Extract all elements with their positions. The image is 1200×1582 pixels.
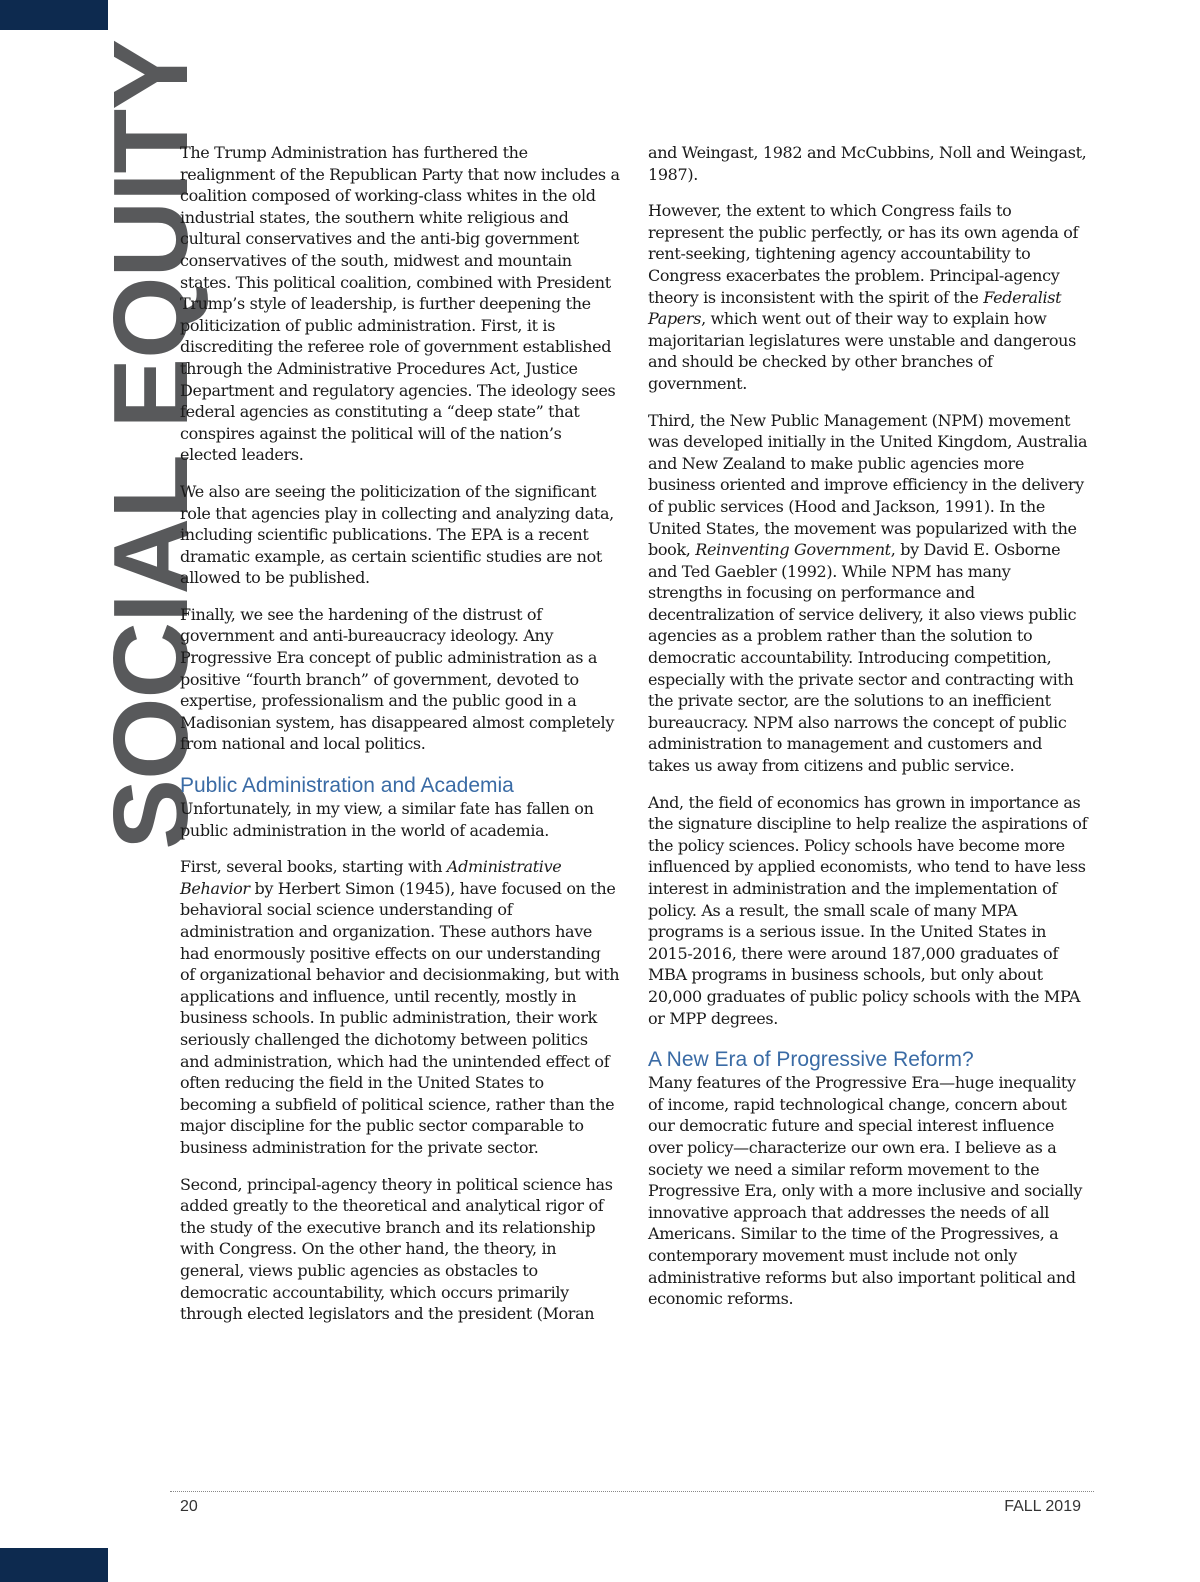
left-column xyxy=(180,142,620,1340)
section-label-container xyxy=(0,30,210,850)
section-label: SOCIAL EQUITY xyxy=(92,40,210,850)
footer-divider xyxy=(170,1491,1094,1492)
book-title: Reinventing Government xyxy=(695,540,891,560)
paragraph: Finally, we see the hardening of the distrust of government and anti-bureaucracy ideology. Any Progressive Era concept of public administration as a positive “fourth branch” of government, devoted to expertise, professionalism and the public good in a Madisonian system, has disappeared almost completely from national and local politics. xyxy=(180,604,615,754)
page-number: 20 xyxy=(180,1498,198,1515)
issue-label: FALL 2019 xyxy=(1004,1498,1081,1515)
paragraph xyxy=(648,200,1088,394)
paragraph-text: First, several books, starting with xyxy=(180,857,447,877)
paragraph: and Weingast, 1982 and McCubbins, Noll and Weingast, 1987). xyxy=(648,143,1087,184)
paragraph: Many features of the Progressive Era—huge inequality of income, rapid technological change, concern about our democratic future and special interest influence over policy—characterize our own era. I believe as a society we need a similar reform movement to the Progressive Era, only with a more inclusive and socially innovative approach that addresses the needs of all Americans. Similar to the time of the Progressives, a contemporary movement must include not only administrative reforms but also important political and economic reforms. xyxy=(648,1073,1083,1309)
paragraph xyxy=(648,410,1088,777)
paragraph-text: , which went out of their way to explain how majoritarian legislatures were unstable and dangerous and should be checked by other branches of government. xyxy=(648,309,1076,393)
section-heading: Public Administration and Academia xyxy=(180,774,514,798)
section-heading: A New Era of Progressive Reform? xyxy=(648,1048,974,1072)
paragraph-text: by Herbert Simon (1945), have focused on the behavioral social science understanding of administration and organization. These authors have had enormously positive effects on our understanding of organizational behavior and decisionmaking, but with applications and influence, until recently, mostly in business schools. In public administration, their work seriously challenged the dichotomy between politics and administration, which had the unintended effect of often reducing the field in the United States to becoming a subfield of political science, rather than the major discipline for the public sector comparable to business administration for the private sector. xyxy=(180,878,620,1157)
book-title: Administrative Behavior xyxy=(180,857,562,898)
paragraph-text: , by David E. Osborne and Ted Gaebler (1992). While NPM has many strengths in focusing on performance and decentralization of service delivery, it also views public agencies as a problem rather than the solution to democratic accountability. Introducing competition, especially with the private sector and contracting with the private sector, are the solutions to an inefficient bureaucracy. NPM also narrows the concept of public administration to management and customers and takes us away from citizens and public service. xyxy=(648,540,1077,776)
book-title: Federalist Papers xyxy=(648,287,1062,329)
paragraph: Unfortunately, in my view, a similar fate has fallen on public administration in the world of academia. xyxy=(180,799,594,840)
paragraph xyxy=(180,856,620,1158)
right-column xyxy=(648,142,1088,1325)
paragraph-text: Third, the New Public Management (NPM) movement was developed initially in the United Kingdom, Australia and New Zealand to make public agencies more business oriented and improve efficiency in the delivery of public services (Hood and Jackson, 1991). In the United States, the movement was popularized with the book, xyxy=(648,410,1088,560)
paragraph: The Trump Administration has furthered the realignment of the Republican Party that now includes a coalition composed of working-class whites in the old industrial states, the southern white religious and cultural conservatives and the anti-big government conservatives of the south, midwest and mountain states. This political coalition, combined with President Trump’s style of leadership, is further deepening the politicization of public administration. First, it is discrediting the referee role of government established through the Administrative Procedures Act, Justice Department and regulatory agencies. The ideology sees federal agencies as constituting a “deep state” that conspires against the political will of the nation’s elected leaders. xyxy=(180,143,620,465)
top-accent-bar xyxy=(0,0,108,30)
paragraph: We also are seeing the politicization of the significant role that agencies play in collecting and analyzing data, including scientific publications. The EPA is a recent dramatic example, as certain scientific studies are not allowed to be published. xyxy=(180,481,614,588)
paragraph-text: However, the extent to which Congress fails to represent the public perfectly, or has its own agenda of rent-seeking, tightening agency accountability to Congress exacerbates the problem. Principal-agency theory is inconsistent with the spirit of the xyxy=(648,201,1079,307)
paragraph: Second, principal-agency theory in political science has added greatly to the theoretical and analytical rigor of the study of the executive branch and its relationship with Congress. On the other hand, the theory, in general, views public agencies as obstacles to democratic accountability, which occurs primarily through elected legislators and the president (Moran xyxy=(180,1174,613,1324)
paragraph: And, the field of economics has grown in importance as the signature discipline to help realize the aspirations of the policy sciences. Policy schools have become more influenced by applied economists, who tend to have less interest in administration and the implementation of policy. As a result, the small scale of many MPA programs is a serious issue. In the United States in 2015-2016, there were around 187,000 graduates of MBA programs in business schools, but only about 20,000 graduates of public policy schools with the MPA or MPP degrees. xyxy=(648,792,1088,1028)
bottom-accent-bar xyxy=(0,1548,108,1582)
